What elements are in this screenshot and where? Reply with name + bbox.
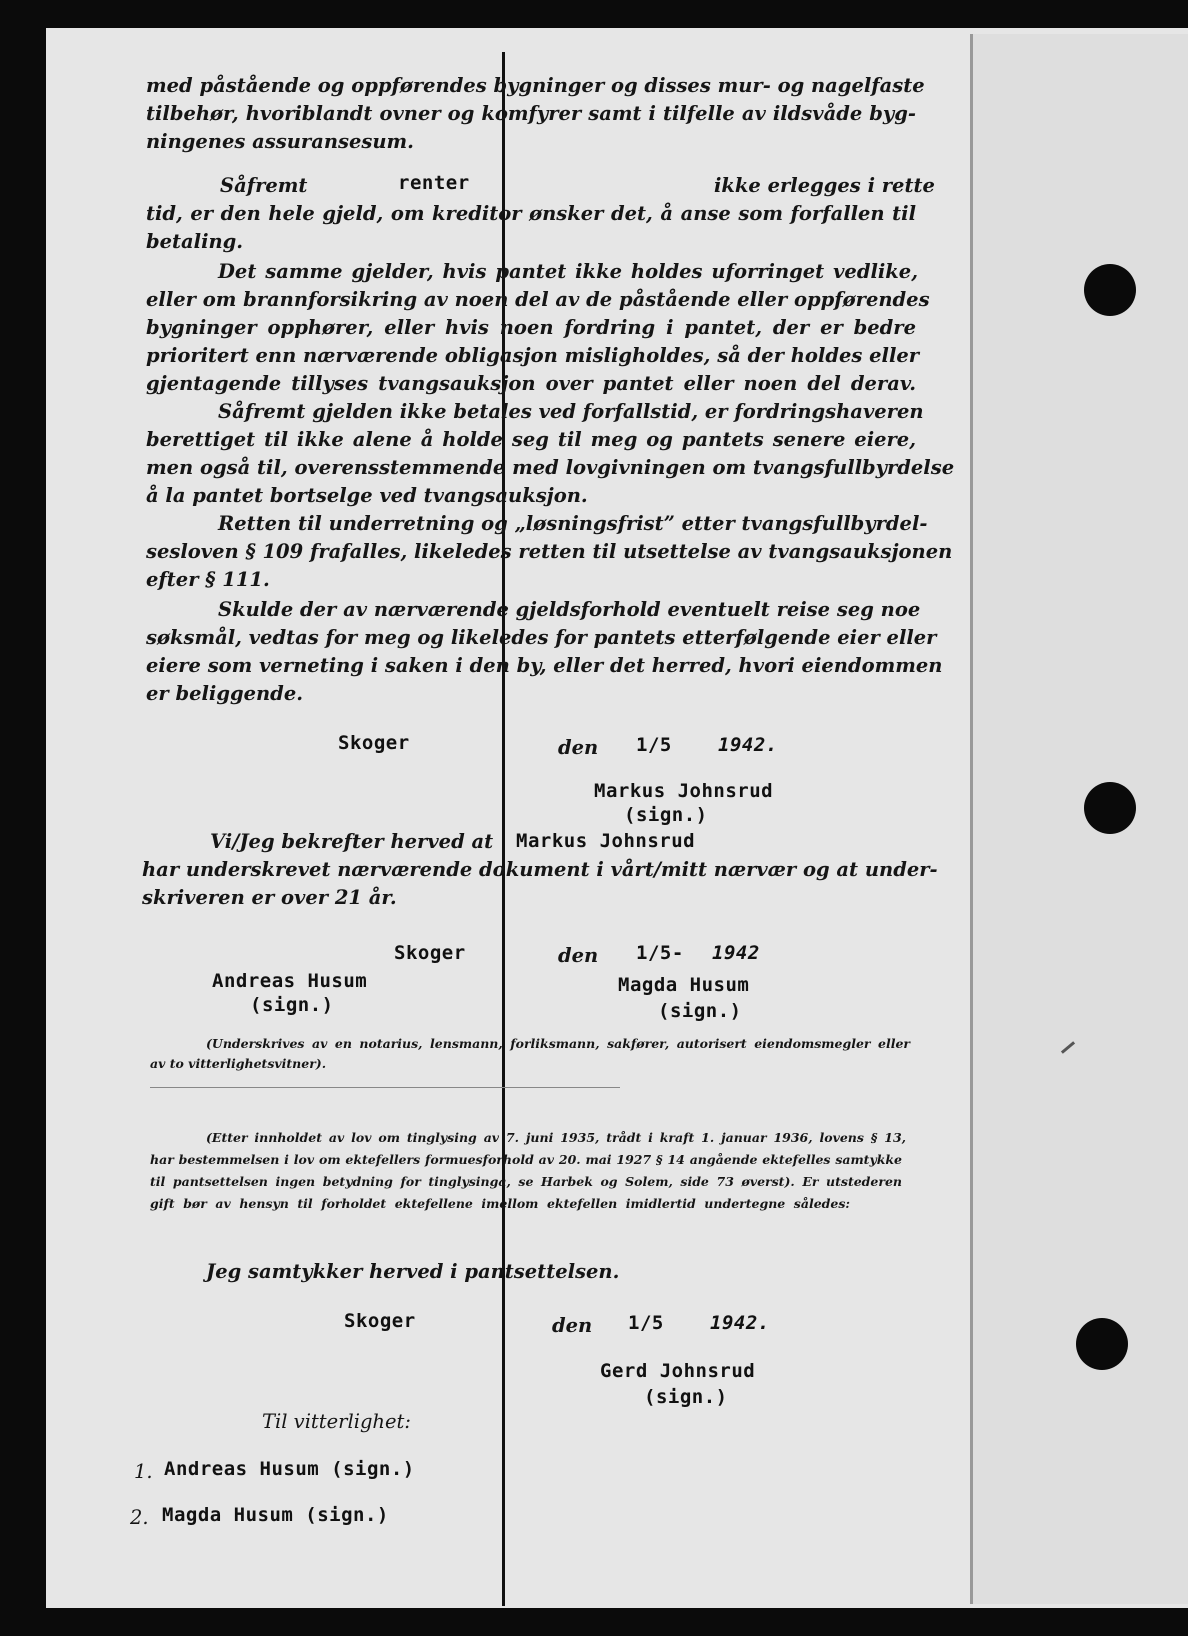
witness-number: 1. [134, 1460, 153, 1483]
body-line: å la pantet bortselge ved tvangsauksjon. [146, 484, 588, 507]
signing-year: 1942. [710, 1312, 770, 1334]
footnote-line: gift bør av hensyn til forholdet ektefellene imellom ektefellen imidlertid undertegne således: [150, 1196, 850, 1211]
body-line: med påstående og oppførendes bygninger og disses mur- og nagelfaste [146, 74, 925, 97]
signing-den: den [558, 736, 599, 759]
witness-statement-line: har underskrevet nærværende dokument i vårt/mitt nærvær og at under- [142, 858, 938, 881]
footnote-line: (Etter innholdet av lov om tinglysing av 7. juni 1935, trådt i kraft 1. januar 1936, lovens § 13, [206, 1130, 906, 1145]
signing-place: Skoger [394, 942, 466, 964]
typed-fill-in: renter [398, 172, 470, 194]
witness-sign-mark: (sign.) [250, 994, 334, 1016]
witness-statement-line: skriveren er over 21 år. [142, 886, 397, 909]
signing-den: den [558, 944, 599, 967]
footnote-line: (Underskrives av en notarius, lensmann, forliksmann, sakfører, autorisert eiendomsmegler eller [206, 1036, 910, 1051]
footnote-line: til pantsettelsen ingen betydning for tinglysinga, se Harbek og Solem, side 73 øverst). Er utstederen [150, 1174, 902, 1189]
body-line: betaling. [146, 230, 244, 253]
signing-year: 1942 [712, 942, 760, 964]
body-line: Det samme gjelder, hvis pantet ikke holdes uforringet vedlike, [218, 260, 918, 283]
body-line: tilbehør, hvoriblandt ovner og komfyrer samt i tilfelle av ildsvåde byg- [146, 102, 916, 125]
witness-number: 2. [130, 1506, 149, 1529]
signing-date: 1/5 [628, 1312, 664, 1334]
body-text: Såfremt [220, 174, 308, 197]
page-margin-strip [970, 34, 1188, 1604]
body-line: eller om brannforsikring av noen del av de påstående eller oppførendes [146, 288, 930, 311]
body-line: Retten til underretning og „løsningsfrist” etter tvangsfullbyrdel- [218, 512, 928, 535]
witness-entry: Magda Husum (sign.) [162, 1504, 389, 1526]
signer-name: Gerd Johnsrud [600, 1360, 756, 1382]
signer-sign-mark: (sign.) [624, 804, 708, 826]
signer-sign-mark: (sign.) [644, 1386, 728, 1408]
signing-date: 1/5 [636, 734, 672, 756]
consent-statement: Jeg samtykker herved i pantsettelsen. [206, 1260, 620, 1283]
witness-sign-mark: (sign.) [658, 1000, 742, 1022]
footnote-line: har bestemmelsen i lov om ektefellers formuesforhold av 20. mai 1927 § 14 angående ektefelles samtykke [150, 1152, 902, 1167]
body-line: efter § 111. [146, 568, 270, 591]
footnote-line: av to vitterlighetsvitner). [150, 1056, 327, 1071]
body-line: Skulde der av nærværende gjeldsforhold eventuelt reise seg noe [218, 598, 921, 621]
signing-den: den [552, 1314, 593, 1337]
body-line: sesloven § 109 frafalles, likeledes retten til utsettelse av tvangsauksjonen [146, 540, 953, 563]
body-line: er beliggende. [146, 682, 304, 705]
fold-line [502, 52, 505, 1606]
body-line: tid, er den hele gjeld, om kreditor ønsker det, å anse som forfallen til [146, 202, 916, 225]
body-text: ikke erlegges i rette [714, 174, 935, 197]
signing-date: 1/5- [636, 942, 684, 964]
body-line: søksmål, vedtas for meg og likeledes for pantets etterfølgende eier eller [146, 626, 937, 649]
body-line: eiere som verneting i saken i den by, eller det herred, hvori eiendommen [146, 654, 943, 677]
witness-name: Andreas Husum [212, 970, 368, 992]
witness-statement-name: Markus Johnsrud [516, 830, 696, 852]
signer-name: Markus Johnsrud [594, 780, 774, 802]
body-line: berettiget til ikke alene å holde seg til meg og pantets senere eiere, [146, 428, 916, 451]
punch-hole [1084, 264, 1136, 316]
body-line: Såfremt gjelden ikke betales ved forfallstid, er fordringshaveren [218, 400, 924, 423]
signing-place: Skoger [338, 732, 410, 754]
punch-hole [1084, 782, 1136, 834]
body-line: men også til, overensstemmende med lovgivningen om tvangsfullbyrdelse [146, 456, 955, 479]
divider-rule [150, 1087, 620, 1088]
witness-entry: Andreas Husum (sign.) [164, 1458, 415, 1480]
witness-statement-lead: Vi/Jeg bekrefter herved at [210, 830, 494, 853]
punch-hole [1076, 1318, 1128, 1370]
body-line: bygninger opphører, eller hvis noen fordring i pantet, der er bedre [146, 316, 916, 339]
body-line: gjentagende tillyses tvangsauksjon over pantet eller noen del derav. [146, 372, 916, 395]
body-line: prioritert enn nærværende obligasjon misligholdes, så der holdes eller [146, 344, 920, 367]
signing-year: 1942. [718, 734, 778, 756]
signing-place: Skoger [344, 1310, 416, 1332]
body-line: ningenes assuransesum. [146, 130, 414, 153]
witness-name: Magda Husum [618, 974, 750, 996]
vitterlighet-heading: Til vitterlighet: [262, 1410, 411, 1433]
